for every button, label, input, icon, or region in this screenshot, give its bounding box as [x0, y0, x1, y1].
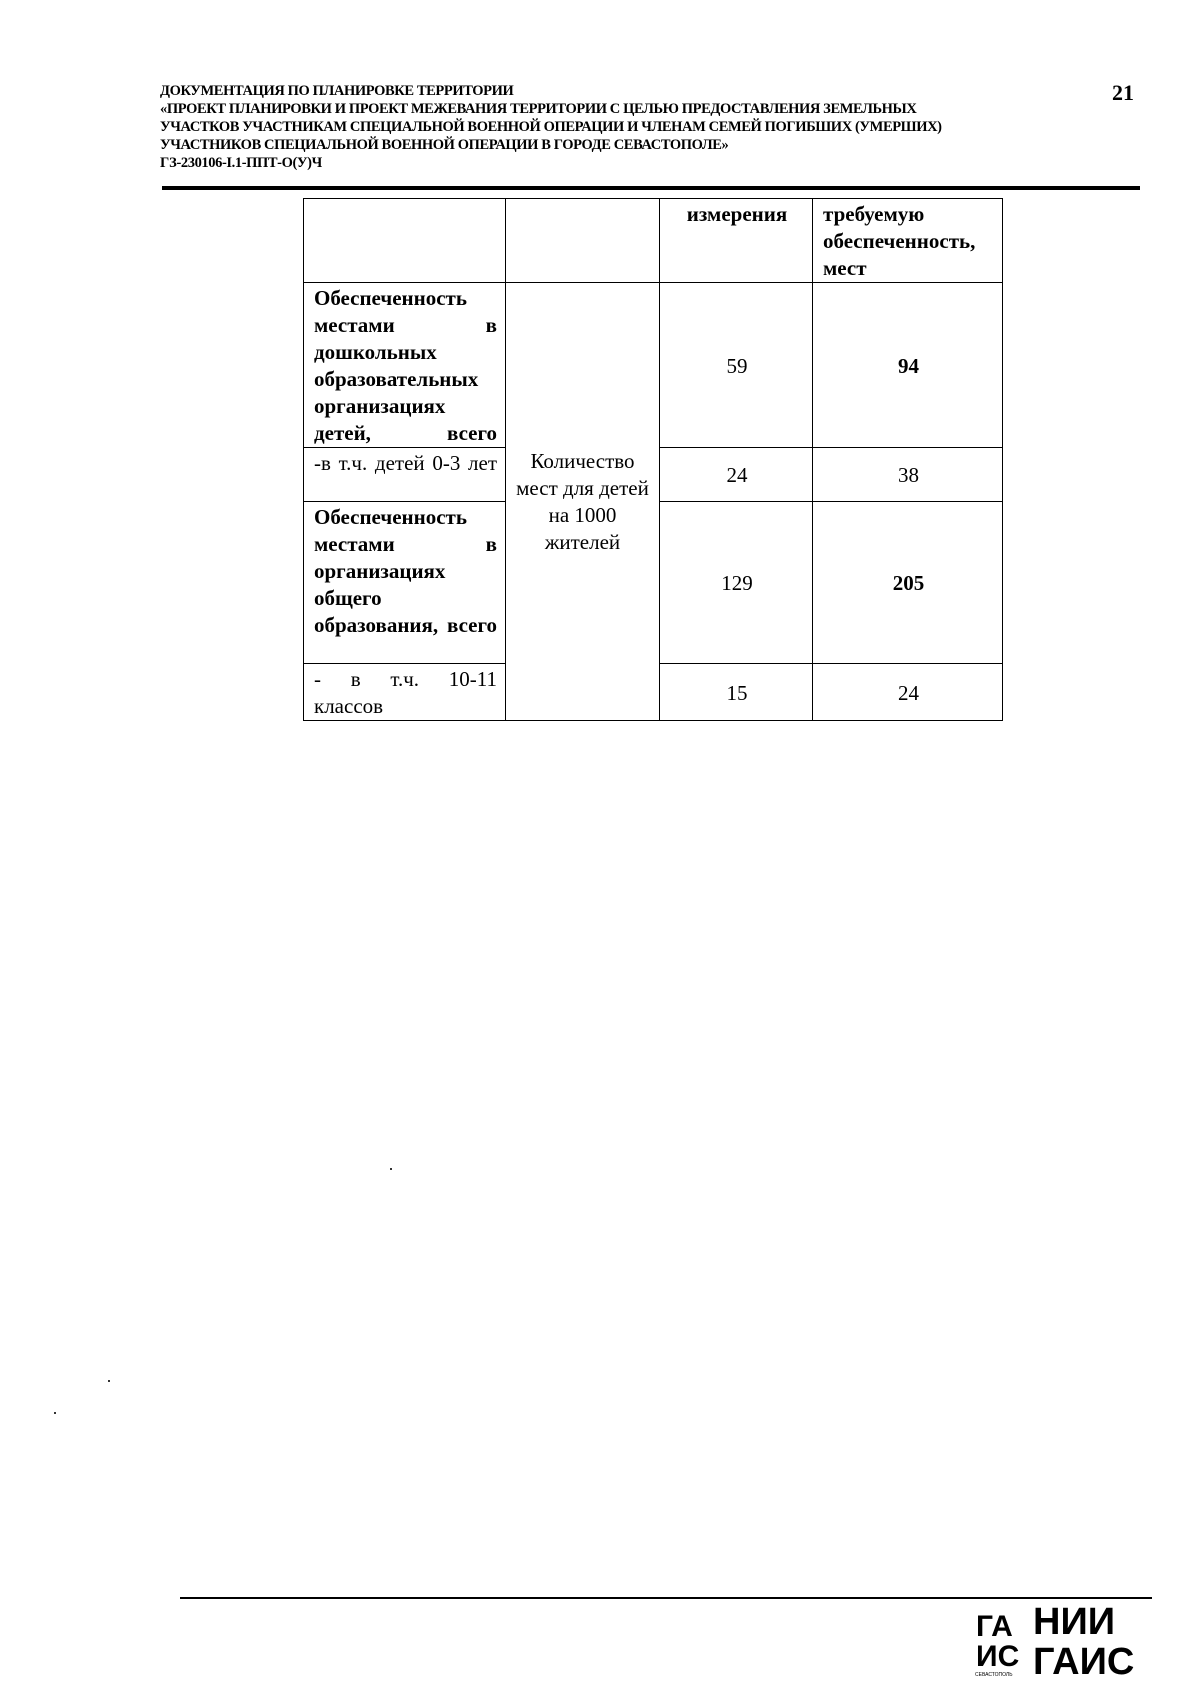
header-cell-required: требуемую обеспеченность, мест — [813, 199, 1003, 283]
header-line-2: «ПРОЕКТ ПЛАНИРОВКИ И ПРОЕКТ МЕЖЕВАНИЯ ТЕРРИТОРИИ С ЦЕЛЬЮ ПРЕДОСТАВЛЕНИЯ ЗЕМЕЛЬНЫХ — [160, 101, 917, 117]
required-cell: 94 — [813, 283, 1003, 448]
header-line-1: ДОКУМЕНТАЦИЯ ПО ПЛАНИРОВКЕ ТЕРРИТОРИИ — [160, 83, 514, 99]
indicator-cell — [304, 448, 506, 502]
value-cell: 59 — [660, 283, 813, 448]
header-cell-measure: измерения — [660, 199, 813, 283]
indicator-cell — [304, 664, 506, 721]
header-cell-indicator — [304, 199, 506, 283]
logo-text — [1033, 1602, 1134, 1682]
scan-speck — [54, 1412, 56, 1414]
indicator-cell — [304, 283, 506, 448]
indicator-text: -в т.ч. детей 0-3 лет — [314, 451, 497, 475]
table-row — [304, 283, 1003, 448]
document-code: ГЗ-230106-I.1-ППТ-О(У)Ч — [160, 155, 322, 171]
page-number: 21 — [1112, 80, 1134, 105]
document-header — [160, 82, 1100, 172]
scan-speck — [108, 1380, 110, 1382]
value-cell: 24 — [660, 448, 813, 502]
value-cell: 15 — [660, 664, 813, 721]
footer-divider — [180, 1597, 1152, 1599]
indicator-cell — [304, 502, 506, 664]
header-line-3: УЧАСТКОВ УЧАСТНИКАМ СПЕЦИАЛЬНОЙ ВОЕННОЙ ОПЕРАЦИИ И ЧЛЕНАМ СЕМЕЙ ПОГИБШИХ (УМЕРШИХ) — [160, 119, 942, 135]
logo-mark-bottom: ИС — [976, 1640, 1020, 1673]
logo-mark-top: ГА — [976, 1610, 1013, 1643]
indicator-text: Обеспеченность местами в дошкольных образовательных организациях детей, всего — [314, 286, 497, 445]
logo-line-2: ГАИС — [1033, 1641, 1135, 1683]
table-header-row — [304, 199, 1003, 283]
value-cell: 129 — [660, 502, 813, 664]
scan-speck — [390, 1168, 392, 1170]
required-cell: 24 — [813, 664, 1003, 721]
header-divider — [162, 186, 1140, 190]
header-cell-unit — [506, 199, 660, 283]
header-line-4: УЧАСТНИКОВ СПЕЦИАЛЬНОЙ ВОЕННОЙ ОПЕРАЦИИ В ГОРОДЕ СЕВАСТОПОЛЕ» — [160, 137, 729, 153]
gais-mark-icon — [975, 1606, 1027, 1678]
required-cell: 205 — [813, 502, 1003, 664]
provision-table — [303, 198, 1003, 721]
indicator-text: Обеспеченность местами в организациях общего образования, всего — [314, 505, 497, 637]
indicator-text: - в т.ч. 10-11 классов — [314, 667, 497, 718]
required-cell: 38 — [813, 448, 1003, 502]
unit-cell: Количество мест для детей на 1000 жителей — [506, 283, 660, 721]
logo-caption: СЕВАСТОПОЛЬ — [975, 1672, 1013, 1678]
nii-gais-logo — [975, 1601, 1155, 1686]
logo-line-1: НИИ — [1033, 1601, 1116, 1643]
